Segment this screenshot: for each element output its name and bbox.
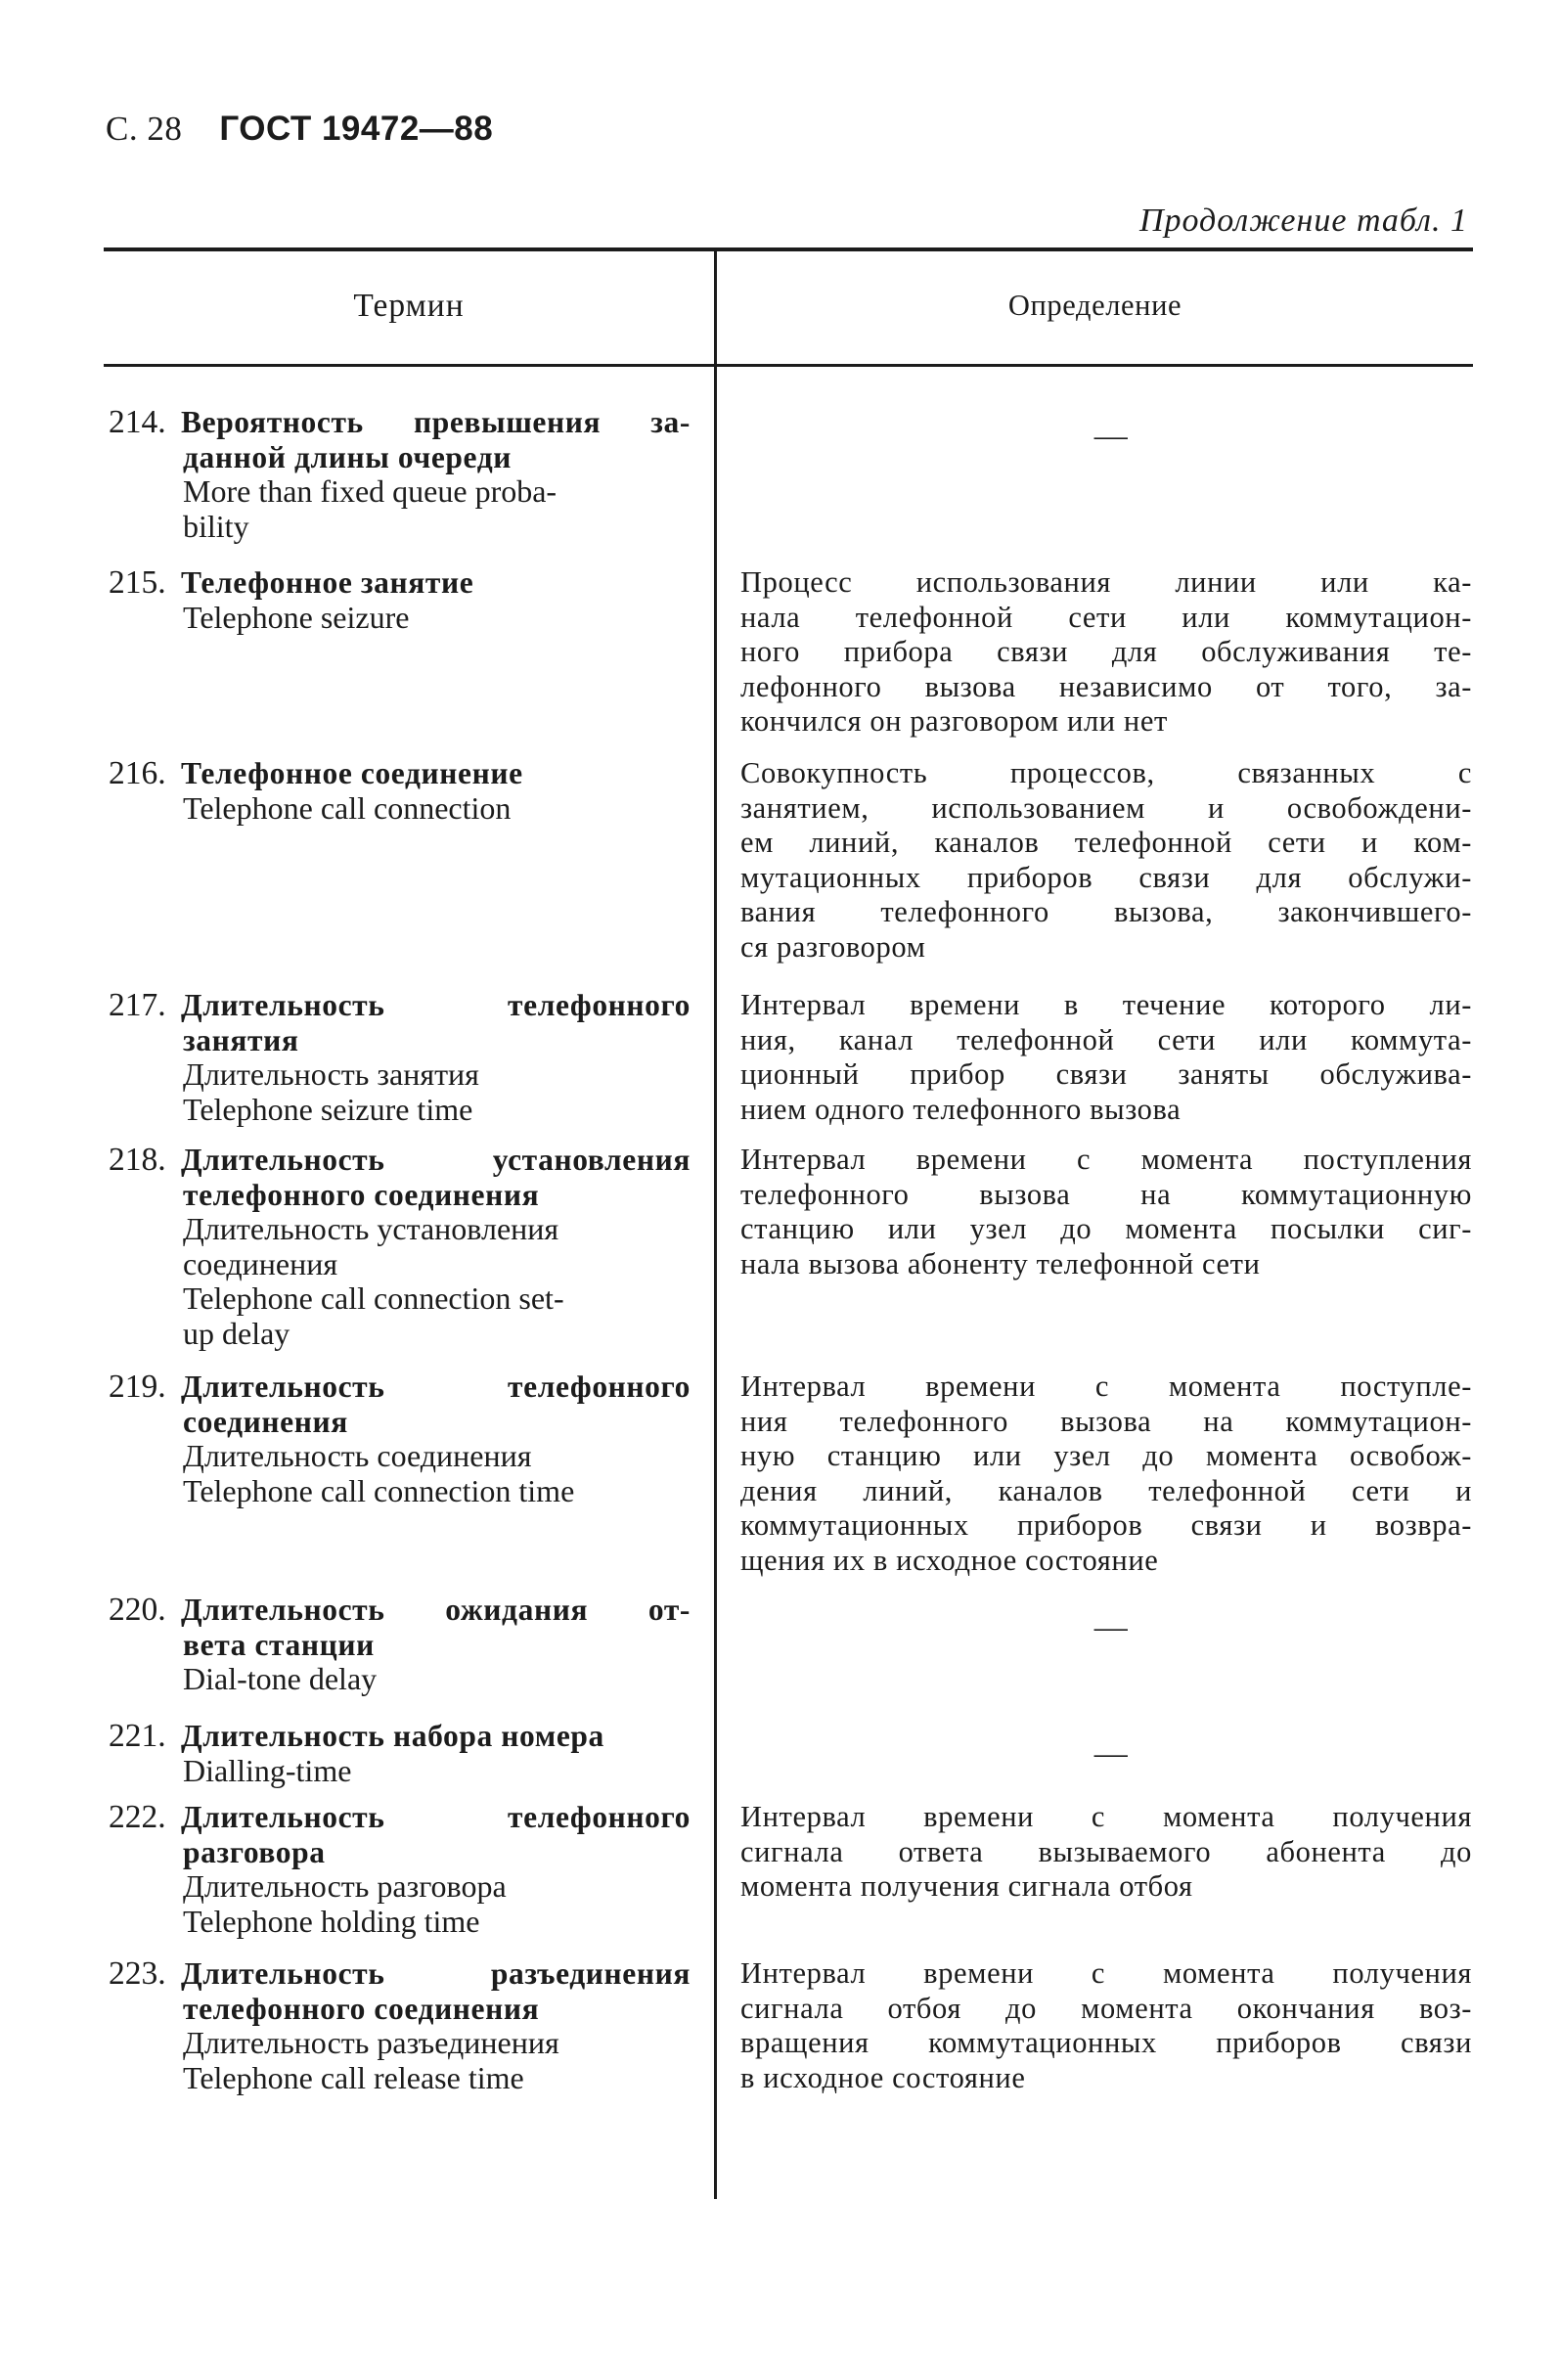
definition-line: ем линий, каналов телефонной сети и ком- xyxy=(740,826,1472,859)
definition-cell xyxy=(740,1736,1472,1772)
term-number: 216. xyxy=(109,755,166,791)
term-line xyxy=(109,1178,691,1213)
definition-line: нала телефонной сети или коммутацион- xyxy=(740,600,1472,634)
term-synonym-line: Длительность установления xyxy=(183,1211,559,1246)
term-title: телефонного соединения xyxy=(183,1177,540,1212)
term-title: разговора xyxy=(183,1834,326,1869)
term-title: Вероятность превышения за- xyxy=(181,405,691,439)
definition-cell xyxy=(740,988,1472,1127)
definition-line: ния телефонного вызова на коммутацион- xyxy=(740,1404,1472,1438)
term-line xyxy=(109,1835,691,1870)
term-title: телефонного соединения xyxy=(183,1991,540,2026)
term-synonym-line: Telephone call connection xyxy=(183,789,512,826)
term-line xyxy=(109,565,691,601)
table-continuation-label: Продолжение табл. 1 xyxy=(1138,202,1468,239)
definition-line: лефонного вызова независимо от того, за- xyxy=(740,669,1472,703)
term-line xyxy=(109,405,691,440)
definition-cell xyxy=(740,1800,1472,1905)
term-title: Длительность установления xyxy=(181,1143,691,1177)
definition-line: ционный прибор связи заняты обслужива- xyxy=(740,1057,1472,1091)
term-cell xyxy=(109,1719,691,1788)
term-number: 222. xyxy=(109,1799,166,1835)
table-header-rule xyxy=(104,364,1473,367)
no-definition-dash: — xyxy=(1093,418,1129,454)
term-title: Длительность разъединения xyxy=(181,1956,691,1991)
term-synonym-line: up delay xyxy=(183,1315,290,1351)
definition-line: Интервал времени с момента получения xyxy=(740,1956,1472,1990)
term-title: вета станции xyxy=(183,1627,375,1662)
term-title: Длительность набора номера xyxy=(181,1719,604,1753)
definition-line: щения их в исходное состояние xyxy=(740,1543,1159,1577)
definition-cell xyxy=(740,1610,1472,1645)
term-synonym-line: Telephone holding time xyxy=(183,1903,480,1939)
term-synonym-line: Telephone seizure xyxy=(183,599,410,635)
definition-cell xyxy=(740,1143,1472,1281)
term-synonym-line: Dial-tone delay xyxy=(183,1661,378,1696)
no-definition-dash: — xyxy=(1093,1735,1129,1772)
term-line xyxy=(109,1992,691,2027)
column-header-definition: Определение xyxy=(1007,289,1182,322)
definition-line: ния, канал телефонной сети или коммута- xyxy=(740,1022,1472,1056)
term-synonym-line: Telephone call release time xyxy=(183,2059,524,2095)
term-synonym-line: Длительность занятия xyxy=(183,1056,479,1092)
definition-line: телефонного вызова на коммутационную xyxy=(740,1177,1472,1211)
definition-line: кончился он разговором или нет xyxy=(740,704,1168,738)
term-cell xyxy=(109,1800,691,1939)
table-top-rule xyxy=(104,247,1473,251)
definition-line: мутационных приборов связи для обслужи- xyxy=(740,860,1472,894)
term-cell xyxy=(109,756,691,826)
definition-line: сигнала ответа вызываемого абонента до xyxy=(740,1834,1472,1868)
term-number: 215. xyxy=(109,564,166,601)
column-divider xyxy=(714,250,717,2199)
definition-line: в исходное состояние xyxy=(740,2060,1026,2094)
term-synonym-line: bility xyxy=(183,508,249,544)
definition-line: коммутационных приборов связи и возвра- xyxy=(740,1508,1472,1542)
term-synonym-line: Длительность разъединения xyxy=(183,2025,559,2060)
term-synonym-line: Длительность соединения xyxy=(183,1438,532,1473)
term-cell xyxy=(109,1370,691,1508)
page-header xyxy=(106,110,493,149)
no-definition-dash: — xyxy=(1093,1609,1129,1645)
term-line xyxy=(109,1143,691,1178)
term-cell xyxy=(109,1143,691,1351)
definition-line: станцию или узел до момента посылки сиг- xyxy=(740,1212,1472,1245)
definition-line: ся разговором xyxy=(740,929,926,964)
term-title: Телефонное занятие xyxy=(181,565,474,600)
definition-line: Интервал времени с момента поступле- xyxy=(740,1370,1472,1403)
term-line xyxy=(109,1370,691,1405)
term-cell xyxy=(109,988,691,1127)
term-line xyxy=(109,1593,691,1628)
term-cell xyxy=(109,405,691,544)
definition-line: нала вызова абоненту телефонной сети xyxy=(740,1246,1261,1280)
definition-line: момента получения сигнала отбоя xyxy=(740,1869,1193,1903)
term-title: Длительность ожидания от- xyxy=(181,1593,691,1627)
term-line xyxy=(109,440,691,475)
term-number: 217. xyxy=(109,987,166,1023)
term-number: 221. xyxy=(109,1718,166,1754)
definition-cell xyxy=(740,1370,1472,1578)
definition-line: вращения коммутационных приборов связи xyxy=(740,2026,1472,2059)
term-title: данной длины очереди xyxy=(183,439,512,474)
definition-cell xyxy=(740,565,1472,740)
definition-line: дения линий, каналов телефонной сети и xyxy=(740,1473,1472,1507)
definition-line: Совокупность процессов, связанных с xyxy=(740,756,1472,789)
definition-line: нием одного телефонного вызова xyxy=(740,1092,1182,1126)
term-synonym-line: Telephone call connection time xyxy=(183,1472,575,1508)
term-line xyxy=(109,1800,691,1835)
term-line xyxy=(109,988,691,1023)
term-synonym-line: соединения xyxy=(183,1245,338,1281)
term-title: занятия xyxy=(183,1022,299,1057)
term-number: 220. xyxy=(109,1592,166,1628)
definition-line: ного прибора связи для обслуживания те- xyxy=(740,635,1472,668)
term-synonym-line: Длительность разговора xyxy=(183,1868,507,1904)
definition-line: занятием, использованием и освобождени- xyxy=(740,790,1472,825)
term-line xyxy=(109,1956,691,1992)
term-number: 218. xyxy=(109,1142,166,1178)
definition-line: Интервал времени в течение которого ли- xyxy=(740,988,1472,1021)
term-line xyxy=(109,1628,691,1663)
definition-line: Процесс использования линии или ка- xyxy=(740,565,1472,599)
term-synonym-line: More than fixed queue proba- xyxy=(183,473,558,509)
term-number: 223. xyxy=(109,1955,166,1992)
term-title: Длительность телефонного xyxy=(181,988,691,1022)
term-title: Длительность телефонного xyxy=(181,1800,691,1834)
definition-line: Интервал времени с момента поступления xyxy=(740,1143,1472,1176)
term-cell xyxy=(109,1956,691,2095)
term-line xyxy=(109,1719,691,1754)
definition-cell xyxy=(740,756,1472,965)
term-synonym-line: Dialling-time xyxy=(183,1752,352,1788)
term-line xyxy=(109,1023,691,1058)
term-number: 214. xyxy=(109,404,166,440)
column-header-term: Термин xyxy=(353,288,465,324)
term-cell xyxy=(109,565,691,635)
term-title: Телефонное соединение xyxy=(181,756,523,790)
definition-line: Интервал времени с момента получения xyxy=(740,1800,1472,1833)
definition-cell xyxy=(740,1956,1472,2095)
definition-cell xyxy=(740,419,1472,454)
term-cell xyxy=(109,1593,691,1697)
standard-designation: ГОСТ 19472—88 xyxy=(219,110,494,148)
definition-line: ную станцию или узел до момента освобож- xyxy=(740,1439,1472,1472)
term-line xyxy=(109,1405,691,1440)
definition-line: сигнала отбоя до момента окончания воз- xyxy=(740,1991,1472,2025)
definition-line: вания телефонного вызова, закончившего- xyxy=(740,895,1472,928)
term-synonym-line: Telephone call connection set- xyxy=(183,1280,564,1316)
term-title: Длительность телефонного xyxy=(181,1370,691,1404)
term-title: соединения xyxy=(183,1404,348,1439)
term-synonym-line: Telephone seizure time xyxy=(183,1091,473,1127)
page-number: С. 28 xyxy=(106,110,183,148)
term-line xyxy=(109,756,691,791)
term-number: 219. xyxy=(109,1369,166,1405)
